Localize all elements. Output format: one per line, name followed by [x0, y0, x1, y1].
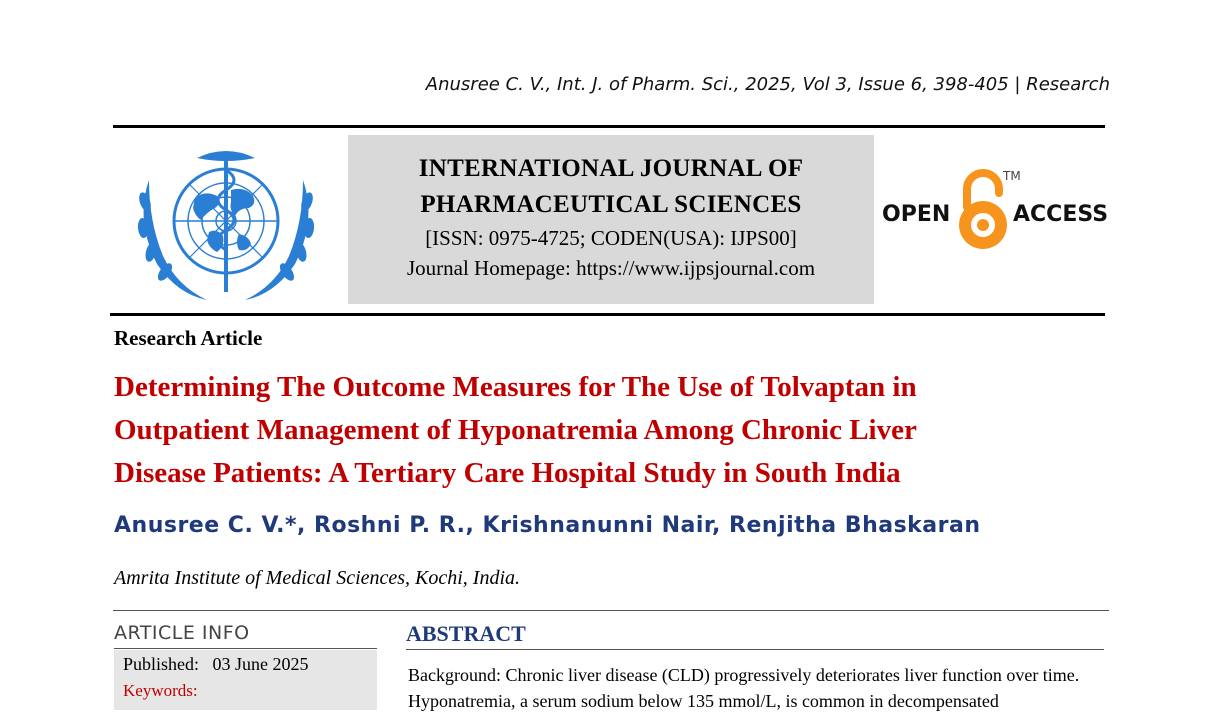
- article-info-heading: ARTICLE INFO: [114, 622, 250, 644]
- abstract-text: Background: Chronic liver disease (CLD) progressively deteriorates liver function over time. Hyponatremia, a serum sodium below 135 mmol/L, is common in decompensated: [408, 665, 1080, 711]
- article-title: [114, 366, 1094, 495]
- running-head: Anusree C. V., Int. J. of Pharm. Sci., 2025, Vol 3, Issue 6, 398-405 | Research: [425, 74, 1110, 95]
- open-access-logo: [880, 165, 1110, 255]
- published-row: [123, 654, 309, 675]
- journal-issn: [ISSN: 0975-4725; CODEN(USA): IJPS00]: [425, 226, 797, 250]
- article-info-rule: [114, 648, 377, 649]
- keywords-label: Keywords:: [123, 681, 198, 700]
- header-top-rule: [113, 125, 1105, 128]
- affiliation-rule: [113, 610, 1109, 611]
- author-list[interactable]: Anusree C. V.*, Roshni P. R., Krishnanunni Nair, Renjitha Bhaskaran: [114, 513, 981, 538]
- journal-homepage: Journal Homepage: https://www.ijpsjournal.com: [406, 256, 816, 280]
- article-title-line-3: Disease Patients: A Tertiary Care Hospital Study in South India: [114, 457, 901, 489]
- published-label: Published:: [123, 654, 200, 674]
- abstract-rule: [406, 649, 1104, 650]
- open-access-trademark: TM: [1003, 169, 1021, 183]
- article-title-line-2: Outpatient Management of Hyponatremia Among Chronic Liver: [114, 414, 917, 446]
- affiliation: Amrita Institute of Medical Sciences, Kochi, India.: [114, 567, 521, 589]
- open-access-open-text: OPEN: [882, 202, 951, 227]
- article-info-box: [114, 650, 377, 710]
- open-access-access-text: ACCESS: [1013, 202, 1109, 227]
- journal-banner: [348, 135, 874, 304]
- header-bottom-rule: [110, 313, 1105, 316]
- published-date: 03 June 2025: [212, 654, 309, 674]
- abstract-heading: ABSTRACT: [406, 621, 526, 646]
- journal-logo: [127, 140, 325, 306]
- journal-title-line-2: PHARMACEUTICAL SCIENCES: [420, 191, 802, 218]
- globe-caduceus-logo: [127, 140, 325, 306]
- article-title-line-1: Determining The Outcome Measures for The Use of Tolvaptan in: [114, 371, 917, 403]
- article-type-label: Research Article: [114, 326, 263, 350]
- journal-title-line-1: INTERNATIONAL JOURNAL OF: [418, 155, 804, 182]
